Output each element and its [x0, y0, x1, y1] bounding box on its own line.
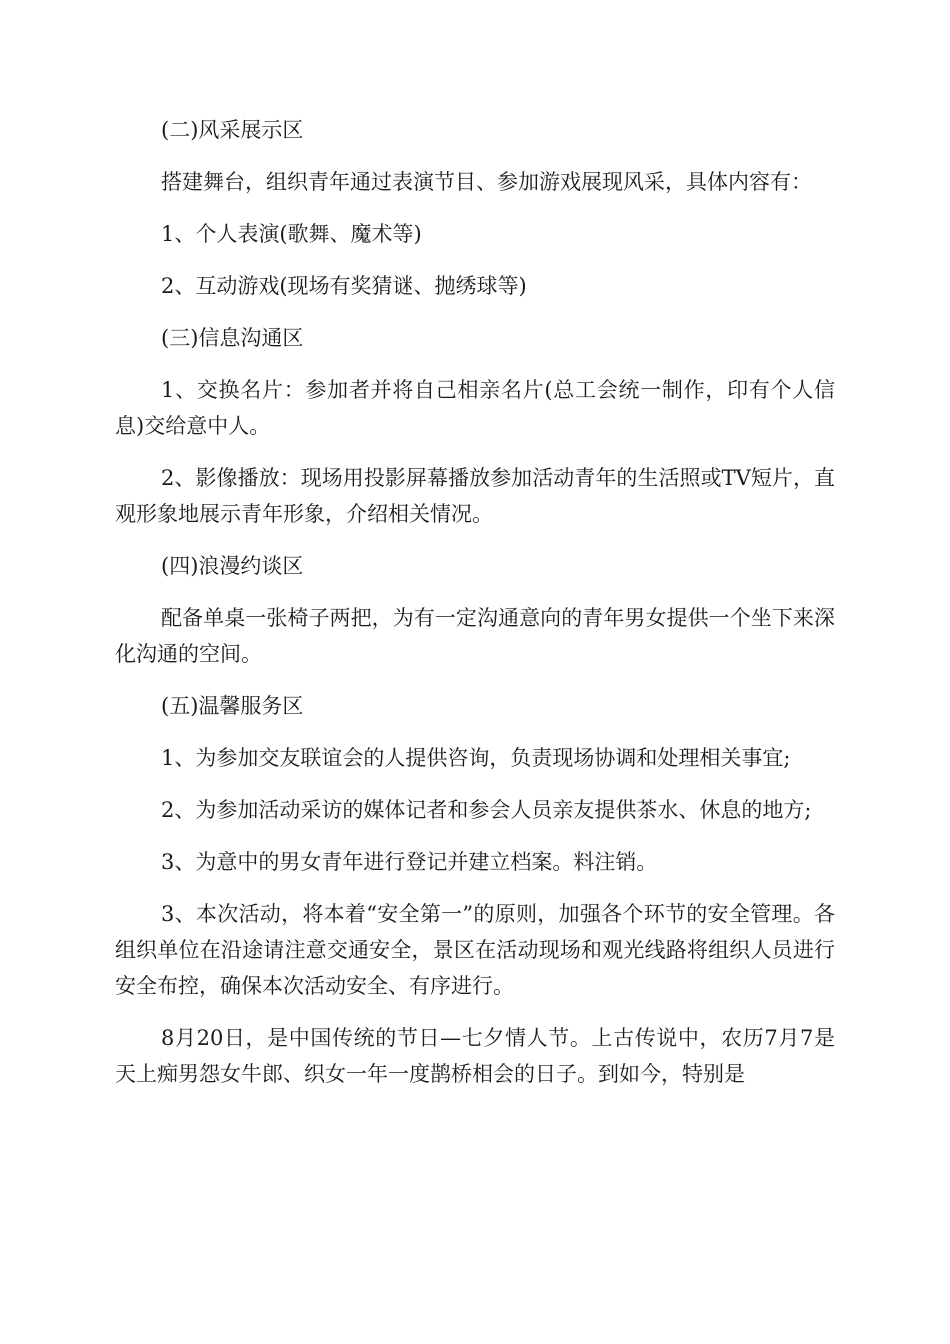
section-heading-info-exchange: (三)信息沟通区 — [161, 326, 304, 350]
list-item-exchange-cards: 1、交换名片：参加者并将自己相亲名片(总工会统一制作，印有个人信息)交给意中人。 — [115, 378, 835, 438]
list-item-tea-rest: 2、为参加活动采访的媒体记者和参会人员亲友提供茶水、休息的地方; — [161, 798, 812, 822]
section-heading-style-showcase: (二)风采展示区 — [161, 118, 304, 142]
list-item-registration: 3、为意中的男女青年进行登记并建立档案。料注销。 — [161, 850, 658, 874]
section-heading-romantic-talk: (四)浪漫约谈区 — [161, 554, 304, 578]
list-item-personal-performance: 1、个人表演(歌舞、魔术等) — [161, 222, 422, 246]
paragraph-qixi-intro: 8月20日，是中国传统的节日—七夕情人节。上古传说中，农历7月7是天上痴男怨女牛郎、织女一年一度鹊桥相会的日子。到如今，特别是 — [115, 1026, 835, 1086]
section-heading-warm-service: (五)温馨服务区 — [161, 694, 304, 718]
paragraph-stage-description: 搭建舞台，组织青年通过表演节目、参加游戏展现风采，具体内容有： — [161, 170, 812, 194]
list-item-consultation: 1、为参加交友联谊会的人提供咨询，负责现场协调和处理相关事宜; — [161, 746, 791, 770]
paragraph-table-chairs: 配备单桌一张椅子两把，为有一定沟通意向的青年男女提供一个坐下来深化沟通的空间。 — [115, 606, 835, 666]
list-item-interactive-games: 2、互动游戏(现场有奖猜谜、抛绣球等) — [161, 274, 527, 298]
document-body — [115, 112, 835, 1108]
list-item-video-playback: 2、影像播放：现场用投影屏幕播放参加活动青年的生活照或TV短片，直观形象地展示青年形象，介绍相关情况。 — [115, 466, 835, 526]
paragraph-safety: 3、本次活动，将本着“安全第一”的原则，加强各个环节的安全管理。各组织单位在沿途请注意交通安全，景区在活动现场和观光线路将组织人员进行安全布控，确保本次活动安全、有序进行。 — [115, 902, 835, 998]
